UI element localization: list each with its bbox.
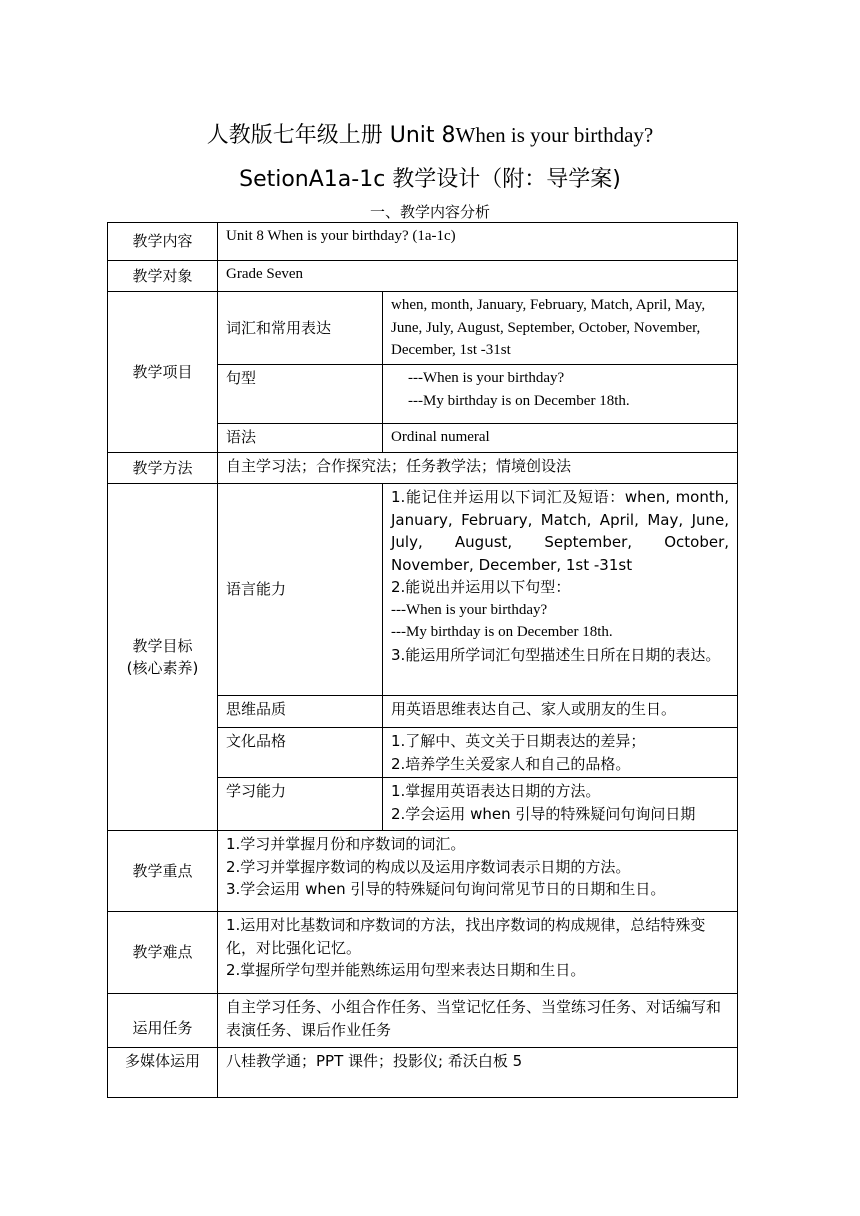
table-row <box>108 484 738 696</box>
row-label: 教学方法 <box>108 453 218 484</box>
learning-value <box>383 778 738 831</box>
table-row <box>108 912 738 994</box>
row-label: 教学项目 <box>108 292 218 453</box>
media-value: 八桂教学通；PPT 课件；投影仪; 希沃白板 5 <box>218 1048 738 1098</box>
row-label: 教学重点 <box>108 831 218 912</box>
row-label: 教学对象 <box>108 261 218 292</box>
table-row <box>108 831 738 912</box>
grammar-value: Ordinal numeral <box>383 424 738 453</box>
goal-line: ---When is your birthday? <box>391 601 548 618</box>
focus-line: 3.学会运用 when 引导的特殊疑问句询问常见节日的日期和生日。 <box>226 880 666 898</box>
focus-line: 2.学习并掌握序数词的构成以及运用序数词表示日期的方法。 <box>226 857 631 876</box>
row-label: 教学内容 <box>108 223 218 261</box>
target-value: Grade Seven <box>218 261 738 292</box>
sentence-line: ---When is your birthday? <box>408 370 565 386</box>
culture-label: 文化品格 <box>218 728 383 778</box>
difficulty-line: 1.运用对比基数词和序数词的方法，找出序数词的构成规律，总结特殊变化，对比强化记忆。 <box>226 916 706 957</box>
sentence-label: 句型 <box>218 365 383 424</box>
focus-line: 1.学习并掌握月份和序数词的词汇。 <box>226 835 466 853</box>
table-row <box>108 261 738 292</box>
goals-sublabel: (核心素养) <box>126 659 199 677</box>
thinking-value: 用英语思维表达自己、家人或朋友的生日。 <box>383 696 738 728</box>
culture-value <box>383 728 738 778</box>
table-row <box>108 994 738 1048</box>
difficulty-line: 2.掌握所学句型并能熟练运用句型来表达日期和生日。 <box>226 961 586 979</box>
method-value: 自主学习法；合作探究法；任务教学法；情境创设法 <box>218 453 738 484</box>
row-label <box>108 484 218 831</box>
row-label: 教学难点 <box>108 912 218 994</box>
goal-line: 1.了解中、英文关于日期表达的差异； <box>391 732 646 750</box>
table-row <box>108 223 738 261</box>
difficulty-value <box>218 912 738 994</box>
grammar-label: 语法 <box>218 424 383 453</box>
goal-line: 1.掌握用英语表达日期的方法。 <box>391 782 601 800</box>
thinking-label: 思维品质 <box>218 696 383 728</box>
goal-line: 2.培养学生关爱家人和自己的品格。 <box>391 754 631 773</box>
lesson-table <box>107 222 738 1098</box>
learning-label: 学习能力 <box>218 778 383 831</box>
vocab-value: when, month, January, February, Match, April, May, June, July, August, September, October, November, December, 1st -31st <box>383 292 738 365</box>
goal-line: 3.能运用所学词汇句型描述生日所在日期的表达。 <box>391 645 721 664</box>
row-label: 多媒体运用 <box>108 1048 218 1098</box>
table-row <box>108 453 738 484</box>
title-english: When is your birthday? <box>455 123 654 147</box>
tasks-value: 自主学习任务、小组合作任务、当堂记忆任务、当堂练习任务、对话编写和表演任务、课后作业任务 <box>218 994 738 1048</box>
focus-value <box>218 831 738 912</box>
language-value <box>383 484 738 696</box>
section-heading: 一、教学内容分析 <box>369 203 490 221</box>
goal-line: ---My birthday is on December 18th. <box>391 624 613 640</box>
document-title <box>0 118 860 153</box>
sentence-value <box>383 365 738 424</box>
content-value: Unit 8 When is your birthday? (1a-1c) <box>218 223 738 261</box>
vocab-label: 词汇和常用表达 <box>218 292 383 365</box>
goals-label: 教学目标 <box>132 636 193 655</box>
sentence-line: ---My birthday is on December 18th. <box>408 392 630 409</box>
goal-line: 2.学会运用 when 引导的特殊疑问句询问日期 <box>391 804 696 823</box>
row-label: 运用任务 <box>108 994 218 1048</box>
document-subtitle: SetionA1a-1c 教学设计（附：导学案) <box>239 167 621 192</box>
goal-line: 1.能记住并运用以下词汇及短语：when, month, January, February, Match, April, May, June, July, August, September, October, November, December, 1st -31st <box>391 488 730 574</box>
goal-line: 2.能说出并运用以下句型： <box>391 578 571 596</box>
table-row <box>108 292 738 365</box>
language-label: 语言能力 <box>218 484 383 696</box>
table-row <box>108 1048 738 1098</box>
title-chinese: 人教版七年级上册 Unit 8 <box>206 123 456 148</box>
